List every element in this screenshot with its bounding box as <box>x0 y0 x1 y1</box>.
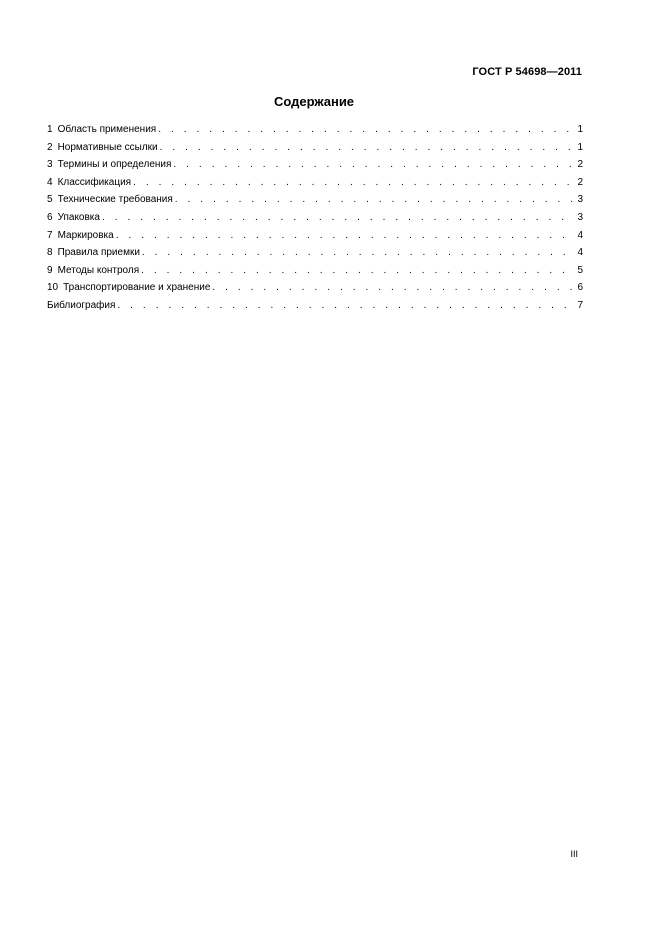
toc-entry-label: Технические требования <box>57 194 173 206</box>
toc-entry-number: 9 <box>47 264 53 276</box>
toc-entry-2[interactable] <box>47 139 583 157</box>
dot-leader <box>116 227 575 245</box>
dot-leader <box>141 262 574 280</box>
toc-entry-number: 3 <box>47 159 53 171</box>
toc-entry-4[interactable] <box>47 174 583 192</box>
dot-leader <box>133 174 574 192</box>
toc-entry-page: 3 <box>577 211 583 223</box>
standard-code: ГОСТ Р 54698—2011 <box>472 66 582 78</box>
dot-leader <box>102 209 574 227</box>
toc-entry-label: Транспортирование и хранение <box>63 282 211 294</box>
toc-entry-label: Правила приемки <box>57 247 140 259</box>
dot-leader <box>175 191 575 209</box>
toc-entry-7[interactable] <box>47 227 583 245</box>
page-number: III <box>570 849 578 859</box>
toc-entry-page: 5 <box>577 264 583 276</box>
toc-entry-label: Классификация <box>57 176 132 188</box>
toc-entry-label: Термины и определения <box>57 159 172 171</box>
toc-entry-number: 1 <box>47 124 53 135</box>
toc-entry-1[interactable] <box>47 121 583 139</box>
toc-entry-6[interactable] <box>47 209 583 227</box>
toc-entry-page: 4 <box>577 247 583 259</box>
toc-entry-page: 1 <box>577 124 583 135</box>
dot-leader <box>142 244 575 262</box>
dot-leader <box>212 279 574 297</box>
toc-entry-number: 10 <box>47 282 59 294</box>
toc-entry-number: 2 <box>47 141 53 153</box>
toc-entry-label: Упаковка <box>57 211 100 223</box>
toc-entry-5[interactable] <box>47 191 583 209</box>
toc-title: Содержание <box>273 94 355 109</box>
dot-leader <box>160 139 575 157</box>
toc-entry-label: Библиография <box>47 299 116 311</box>
toc-entry-number: 6 <box>47 211 53 223</box>
toc-entry-bibliography[interactable] <box>47 297 583 315</box>
table-of-contents <box>47 121 583 315</box>
toc-entry-page: 6 <box>577 282 583 294</box>
toc-entry-number: 5 <box>47 194 53 206</box>
toc-entry-label: Методы контроля <box>57 264 140 276</box>
toc-entry-number: 8 <box>47 247 53 259</box>
toc-entry-page: 3 <box>577 194 583 206</box>
toc-entry-page: 2 <box>577 176 583 188</box>
dot-leader <box>158 121 574 139</box>
dot-leader <box>173 156 574 174</box>
toc-entry-9[interactable] <box>47 262 583 280</box>
toc-entry-page: 4 <box>577 229 583 241</box>
toc-entry-10[interactable] <box>47 279 583 297</box>
dot-leader <box>117 297 574 315</box>
toc-entry-8[interactable] <box>47 244 583 262</box>
toc-entry-label: Нормативные ссылки <box>57 141 158 153</box>
toc-entry-label: Маркировка <box>57 229 114 241</box>
toc-entry-page: 2 <box>577 159 583 171</box>
toc-entry-number: 4 <box>47 176 53 188</box>
toc-entry-3[interactable] <box>47 156 583 174</box>
toc-entry-number: 7 <box>47 229 53 241</box>
toc-entry-page: 7 <box>577 299 583 311</box>
toc-entry-page: 1 <box>577 141 583 153</box>
toc-entry-label: Область применения <box>57 124 157 135</box>
